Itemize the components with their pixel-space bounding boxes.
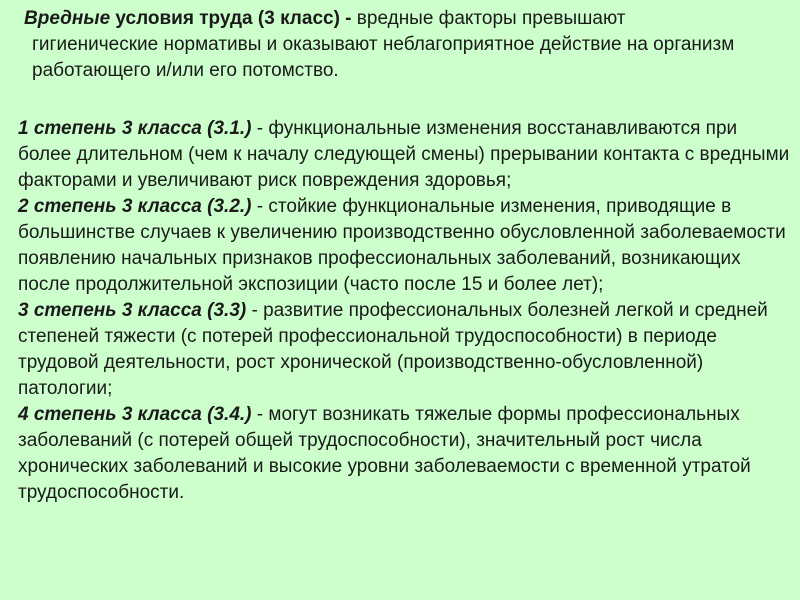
degree-text: - развитие профессиональных болезней легкой и средней степеней тяжести (с потерей профессиональной трудоспособности) в периоде трудовой деятельности, рост хронической (производственно-обусловленной) патологии;	[18, 300, 768, 399]
intro-paragraph	[14, 6, 774, 84]
intro-text-line1: вредные факторы превышают	[351, 8, 626, 29]
degree-item-4	[18, 402, 793, 506]
degree-item-3	[18, 298, 793, 402]
degree-label: 2 степень 3 класса (3.2.)	[18, 196, 252, 217]
degree-text: - функциональные изменения восстанавливаются при более длительном (чем к началу следующей смены) прерывании контакта с вредными факторами и увеличивают риск повреждения здоровья;	[18, 118, 790, 191]
degree-item-2	[18, 194, 793, 298]
intro-title: условия труда (3 класс) -	[110, 8, 352, 29]
intro-term: Вредные	[24, 8, 111, 29]
degree-label: 1 степень 3 класса (3.1.)	[18, 118, 252, 139]
intro-first-line	[14, 8, 626, 29]
degree-item-1	[18, 116, 793, 194]
intro-text-rest: гигиенические нормативы и оказывают неблагоприятное действие на организм работающего и/или его потомство.	[32, 34, 735, 81]
degree-label: 4 степень 3 класса (3.4.)	[18, 404, 252, 425]
degrees-list	[18, 116, 793, 506]
degree-text: - могут возникать тяжелые формы профессиональных заболеваний (с потерей общей трудоспособности), значительный рост числа хронических заболеваний и высокие уровни заболеваемости с временной утратой трудоспособности.	[18, 404, 751, 503]
degree-label: 3 степень 3 класса (3.3)	[18, 300, 247, 321]
degree-text: - стойкие функциональные изменения, приводящие в большинстве случаев к увеличению производственно обусловленной заболеваемости появлению начальных признаков профессиональных заболеваний, возникающих после продолжительной экспозиции (часто после 15 и более лет);	[18, 196, 786, 295]
